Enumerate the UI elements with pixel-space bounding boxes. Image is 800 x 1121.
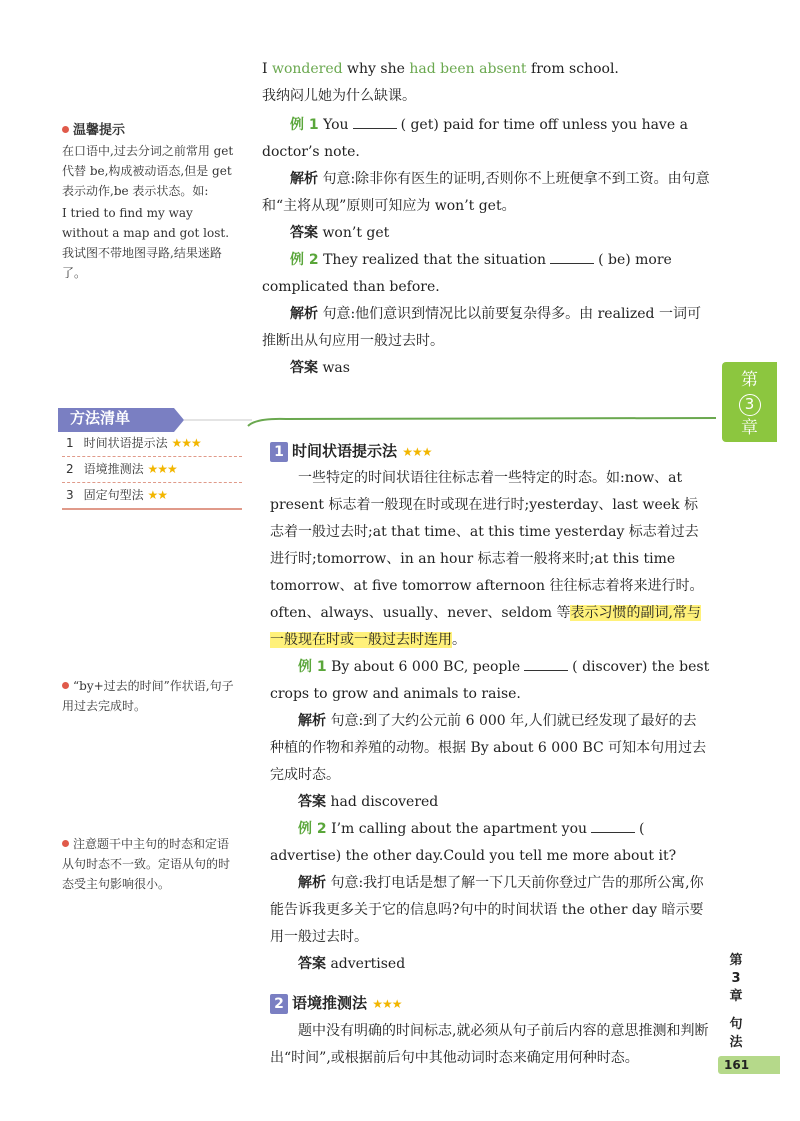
chapter-tab [722, 362, 777, 442]
footer-chapter [726, 952, 746, 1052]
footer-chapter-line3: 章 [729, 989, 743, 1004]
section-1-content [270, 465, 710, 978]
tip-heading: 温馨提示 [62, 120, 240, 141]
star-icon: ★★★ [402, 445, 432, 459]
chapter-tab-line3: 章 [741, 418, 758, 438]
chapter-tab-number: 3 [722, 392, 777, 416]
example-sentence: I wondered why she had been absent from school. [262, 61, 619, 77]
tip-box [62, 120, 240, 283]
section-1-example-1-answer: 答案 had discovered [298, 794, 439, 810]
star-icon: ★★★ [372, 997, 402, 1011]
bullet-icon [62, 682, 69, 689]
methods-title: 方法清单 [70, 409, 131, 427]
method-item-2[interactable]: 2 语境推测法 ★★★ [62, 456, 242, 483]
section-2-intro: 题中没有明确的时间标志,就必须从句子前后内容的意思推测和判断出“时间”,或根据前后句中其他动词时态来确定用何种时态。 [270, 1023, 709, 1066]
footer-chapter-line1: 第 [729, 953, 743, 968]
top-example-2: 例 2 They realized that the situation ( be) more complicated than before. [262, 252, 672, 295]
top-example-1: 例 1 You ( get) paid for time off unless you have a doctor’s note. [262, 117, 688, 160]
star-icon: ★★ [147, 488, 167, 502]
section-1-intro: 一些特定的时间状语往往标志着一些特定的时态。如:now、at present 标志着一般现在时或现在进行时;yesterday、last week 标志着一般过去时;at that time、at this time yesterday 标志着过去进行时;tomorrow、in an hour 标志着一般将来时;at this time tomorrow、at five tomorrow afternoon 往往标志着将来进行时。often、always、usually、never、seldom 等表示习惯的副词,常与一般现在时或一般过去时连用。 [270, 470, 704, 648]
footer-chapter-name1: 句 [729, 1017, 743, 1032]
section-2-heading: 2 语境推测法 ★★★ [270, 992, 402, 1014]
top-content [262, 56, 712, 382]
method-item-1[interactable]: 1 时间状语提示法 ★★★ [62, 430, 242, 457]
top-example-2-answer: 答案 was [290, 360, 350, 376]
tip-example: I tried to find my way without a map and got lost.我试图不带地图寻路,结果迷路了。 [62, 206, 230, 280]
side-note-2: 注意题干中主句的时态和定语从句时态不一致。定语从句的时态受主句影响很小。 [62, 837, 231, 891]
section-1-example-2: 例 2 I’m calling about the apartment you ( advertise) the other day.Could you tell me more about it? [270, 821, 677, 864]
star-icon: ★★★ [171, 436, 201, 450]
bullet-icon [62, 840, 69, 847]
footer-chapter-line2: 3 [731, 971, 741, 986]
example-translation: 我纳闷儿她为什么缺课。 [262, 88, 416, 104]
top-example-1-answer: 答案 won’t get [290, 225, 390, 241]
tip-body: 在口语中,过去分词之前常用 get 代替 be,构成被动语态,但是 get 表示动作,be 表示状态。如: [62, 144, 234, 198]
section-1-heading: 1 时间状语提示法 ★★★ [270, 440, 432, 462]
section-1-example-1: 例 1 By about 6 000 BC, people ( discover) the best crops to grow and animals to raise. [270, 659, 710, 702]
section-2-content [270, 1018, 710, 1072]
star-icon: ★★★ [147, 462, 177, 476]
bullet-icon [62, 126, 69, 133]
section-1-example-2-analysis: 解析 句意:我打电话是想了解一下几天前你登过广告的那所公寓,你能告诉我更多关于它的信息吗?句中的时间状语 the other day 暗示要用一般过去时。 [270, 875, 704, 945]
section-1-example-1-analysis: 解析 句意:到了大约公元前 6 000 年,人们就已经发现了最好的去种植的作物和养殖的动物。根据 By about 6 000 BC 可知本句用过去完成时态。 [270, 713, 707, 783]
page-number-badge [718, 1056, 780, 1074]
method-item-3[interactable]: 3 固定句型法 ★★ [62, 482, 242, 510]
top-example-2-analysis: 解析 句意:他们意识到情况比以前要复杂得多。由 realized 一词可推断出从句应用一般过去时。 [262, 306, 701, 349]
section-1-example-2-answer: 答案 advertised [298, 956, 406, 972]
page-number: 161 [724, 1058, 750, 1072]
footer-chapter-name2: 法 [729, 1035, 743, 1050]
side-note-1: “by+过去的时间”作状语,句子用过去完成时。 [62, 679, 234, 713]
top-example-1-analysis: 解析 句意:除非你有医生的证明,否则你不上班便拿不到工资。由句意和“主将从现”原则可知应为 won’t get。 [262, 171, 710, 214]
chapter-tab-line1: 第 [741, 370, 758, 390]
